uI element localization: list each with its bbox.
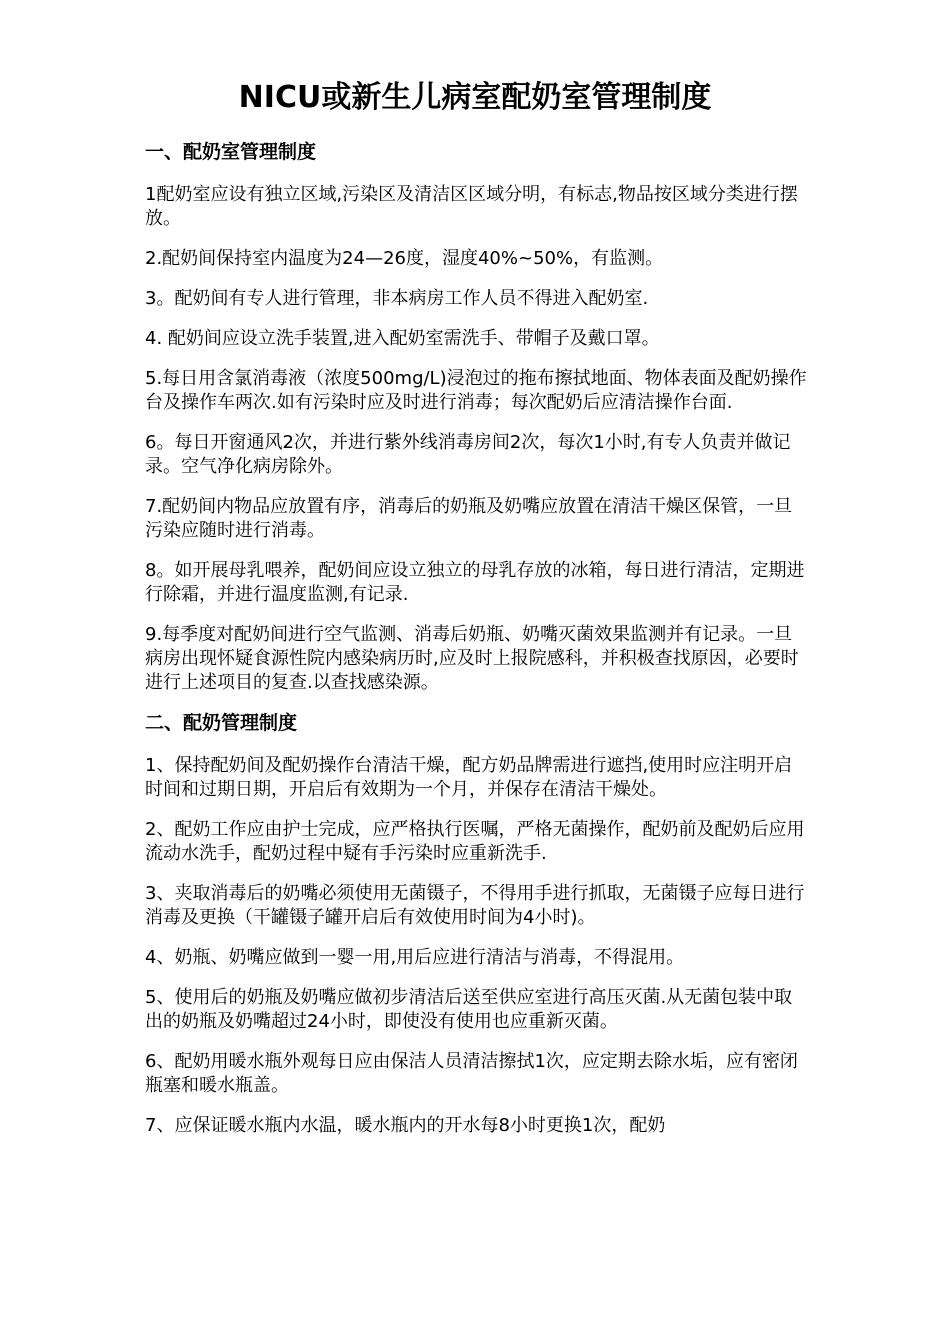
paragraph: 5.每日用含氯消毒液（浓度500mg/L)浸泡过的拖布擦拭地面、物体表面及配奶操作台及操作车两次.如有污染时应及时进行消毒；每次配奶后应清洁操作台面. (145, 368, 807, 413)
paragraph: 7、应保证暖水瓶内水温，暖水瓶内的开水每8小时更换1次，配奶 (145, 1115, 666, 1136)
paragraph: 8。如开展母乳喂养，配奶间应设立独立的母乳存放的冰箱，每日进行清洁，定期进行除霜，并进行温度监测,有记录. (145, 560, 805, 605)
paragraph: 6、配奶用暖水瓶外观每日应由保洁人员清洁擦拭1次，应定期去除水垢，应有密闭瓶塞和暖水瓶盖。 (145, 1051, 798, 1096)
section-heading-1: 一、配奶室管理制度 (145, 141, 317, 163)
document-body (145, 140, 810, 1151)
paragraph: 4、奶瓶、奶嘴应做到一婴一用,用后应进行清洁与消毒，不得混用。 (145, 947, 685, 968)
paragraph: 3、夹取消毒后的奶嘴必须使用无菌镊子，不得用手进行抓取，无菌镊子应每日进行消毒及更换（干罐镊子罐开启后有效使用时间为4小时)。 (145, 883, 805, 928)
document-title: NICU或新生儿病室配奶室管理制度 (238, 80, 712, 115)
paragraph: 1配奶室应设有独立区域,污染区及清洁区区域分明，有标志,物品按区域分类进行摆放。 (145, 184, 798, 229)
paragraph: 9.每季度对配奶间进行空气监测、消毒后奶瓶、奶嘴灭菌效果监测并有记录。一旦病房出现怀疑食源性院内感染病历时,应及时上报院感科，并积极查找原因，必要时进行上述项目的复查.以查找感染源。 (145, 624, 799, 693)
paragraph: 5、使用后的奶瓶及奶嘴应做初步清洁后送至供应室进行高压灭菌.从无菌包装中取出的奶瓶及奶嘴超过24小时，即使没有使用也应重新灭菌。 (145, 987, 793, 1032)
section-heading-2: 二、配奶管理制度 (145, 712, 298, 734)
paragraph: 1、保持配奶间及配奶操作台清洁干燥，配方奶品牌需进行遮挡,使用时应注明开启时间和过期日期，开启后有效期为一个月，并保存在清洁干燥处。 (145, 755, 793, 800)
paragraph: 2.配奶间保持室内温度为24—26度，湿度40%~50%，有监测。 (145, 248, 664, 269)
paragraph: 6。每日开窗通风2次，并进行紫外线消毒房间2次，每次1小时,有专人负责并做记录。空气净化病房除外。 (145, 432, 791, 477)
paragraph: 4. 配奶间应设立洗手装置,进入配奶室需洗手、带帽子及戴口罩。 (145, 328, 660, 349)
paragraph: 7.配奶间内物品应放置有序，消毒后的奶瓶及奶嘴应放置在清洁干燥区保管，一旦污染应随时进行消毒。 (145, 496, 793, 541)
paragraph: 2、配奶工作应由护士完成，应严格执行医嘱，严格无菌操作，配奶前及配奶后应用流动水洗手，配奶过程中疑有手污染时应重新洗手. (145, 819, 805, 864)
paragraph: 3。配奶间有专人进行管理，非本病房工作人员不得进入配奶室. (145, 288, 649, 309)
